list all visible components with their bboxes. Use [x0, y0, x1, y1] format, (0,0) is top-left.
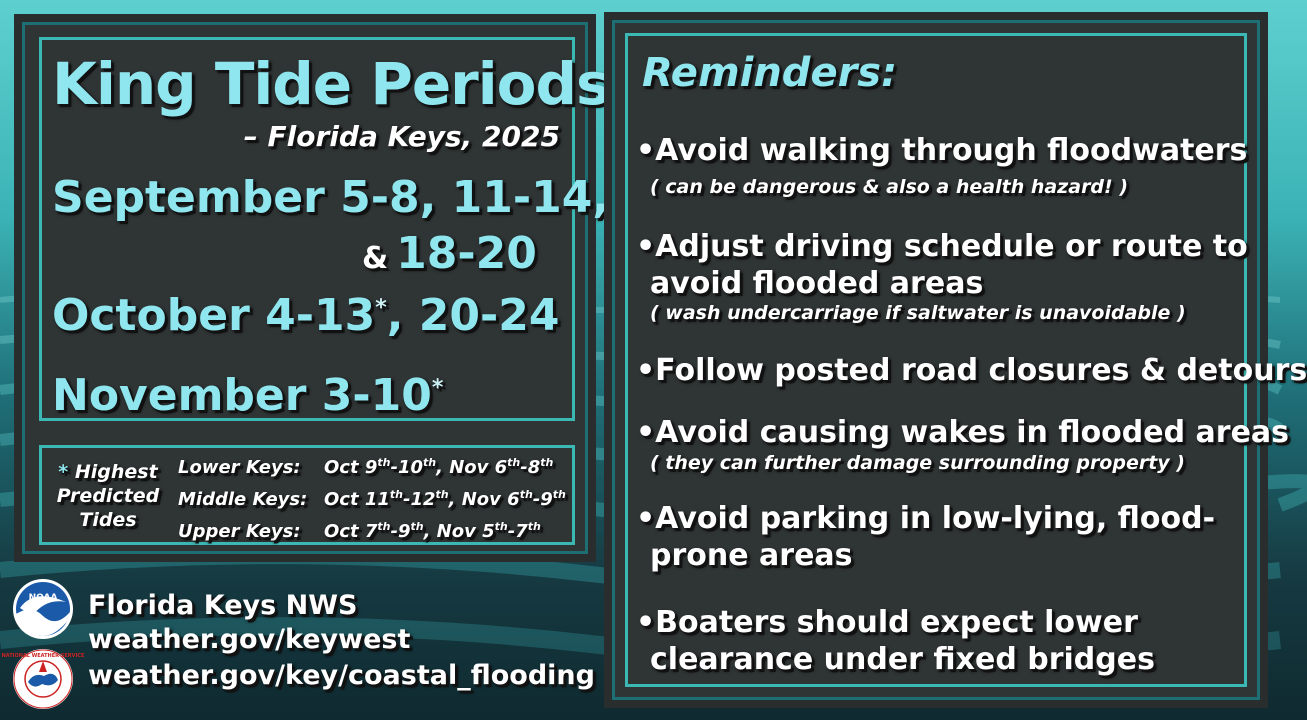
legend-date: , Nov 6: [436, 457, 508, 478]
asterisk-icon: *: [58, 461, 69, 483]
legend-area: Lower Keys:: [178, 457, 301, 478]
legend-suffix: th: [377, 520, 391, 533]
legend-suffix: th: [410, 520, 424, 533]
legend-date: , Nov 6: [448, 489, 520, 510]
legend-row-middle-keys: [178, 488, 566, 510]
reminder-note: ( wash undercarriage if saltwater is unavoidable ): [650, 302, 1186, 324]
page-title: King Tide Periods: [52, 50, 610, 118]
reminder-item: •Avoid causing wakes in flooded areas: [636, 415, 1290, 450]
october-dates: [52, 290, 560, 341]
nws-logo-text: NATIONAL WEATHER SERVICE: [1, 653, 85, 659]
october-dates-first: October 4-13: [52, 290, 376, 341]
reminder-note: ( they can further damage surrounding property ): [650, 452, 1185, 474]
november-dates: [52, 370, 443, 421]
reminder-item-continued: clearance under fixed bridges: [650, 642, 1155, 677]
legend-suffix: th: [540, 456, 554, 469]
highest-tide-asterisk: *: [375, 295, 387, 321]
reminder-item-continued: prone areas: [650, 538, 853, 573]
september-dates-end: 18-20: [396, 228, 537, 279]
legend-date: -10: [390, 457, 423, 478]
reminder-item: •Avoid walking through floodwaters: [636, 133, 1248, 168]
legend-date: Oct 11: [324, 489, 390, 510]
legend-date: -12: [403, 489, 436, 510]
legend-row-upper-keys: [178, 520, 541, 542]
legend-date: -7: [507, 521, 528, 542]
legend-heading: [48, 460, 168, 532]
nws-logo: [1, 648, 85, 710]
reminder-note: ( can be dangerous & also a health hazard! ): [650, 176, 1128, 198]
legend-suffix: th: [527, 520, 541, 533]
legend-suffix: th: [494, 520, 508, 533]
legend-suffix: th: [552, 488, 566, 501]
september-dates-continued: [362, 228, 537, 279]
legend-suffix: th: [389, 488, 403, 501]
legend-date: Oct 7: [324, 521, 378, 542]
page-subtitle: – Florida Keys, 2025: [243, 120, 560, 153]
reminder-item: •Boaters should expect lower: [636, 605, 1138, 640]
november-dates-range: November 3-10: [52, 370, 432, 421]
reminders-title: Reminders:: [642, 50, 898, 96]
reminders-box: [625, 33, 1307, 687]
legend-suffix: th: [377, 456, 391, 469]
legend-suffix: th: [423, 456, 437, 469]
legend-heading-text: Highest Predicted Tides: [56, 461, 160, 531]
noaa-logo: [12, 578, 74, 640]
legend-area: Middle Keys:: [178, 489, 308, 510]
legend-date: Oct 9: [324, 457, 378, 478]
legend-suffix: th: [519, 488, 533, 501]
legend-date: -8: [520, 457, 541, 478]
legend-area: Upper Keys:: [178, 521, 301, 542]
king-tide-panel: [22, 22, 610, 554]
ampersand: &: [362, 241, 389, 276]
legend-date: , Nov 5: [423, 521, 495, 542]
noaa-logo-text: NOAA: [28, 593, 58, 603]
footer-office-name: Florida Keys NWS: [88, 590, 358, 621]
footer-link-coastal-flooding[interactable]: weather.gov/key/coastal_flooding: [88, 660, 595, 691]
legend-suffix: th: [507, 456, 521, 469]
legend-date: -9: [390, 521, 411, 542]
legend-suffix: th: [435, 488, 449, 501]
reminder-item: •Avoid parking in low-lying, flood-: [636, 501, 1216, 536]
legend-date: -9: [532, 489, 553, 510]
highest-tides-legend: [39, 445, 575, 545]
highest-tide-asterisk: *: [431, 375, 444, 401]
october-dates-second: , 20-24: [386, 290, 560, 341]
footer-link-keywest[interactable]: weather.gov/keywest: [88, 624, 411, 655]
tide-dates-box: [39, 37, 610, 421]
legend-row-lower-keys: [178, 456, 553, 478]
reminder-item: •Follow posted road closures & detours: [636, 353, 1307, 388]
reminders-panel: [612, 20, 1307, 700]
september-dates: September 5-8, 11-14,: [52, 172, 610, 223]
reminder-item-continued: avoid flooded areas: [650, 266, 984, 301]
reminder-item: •Adjust driving schedule or route to: [636, 229, 1248, 264]
